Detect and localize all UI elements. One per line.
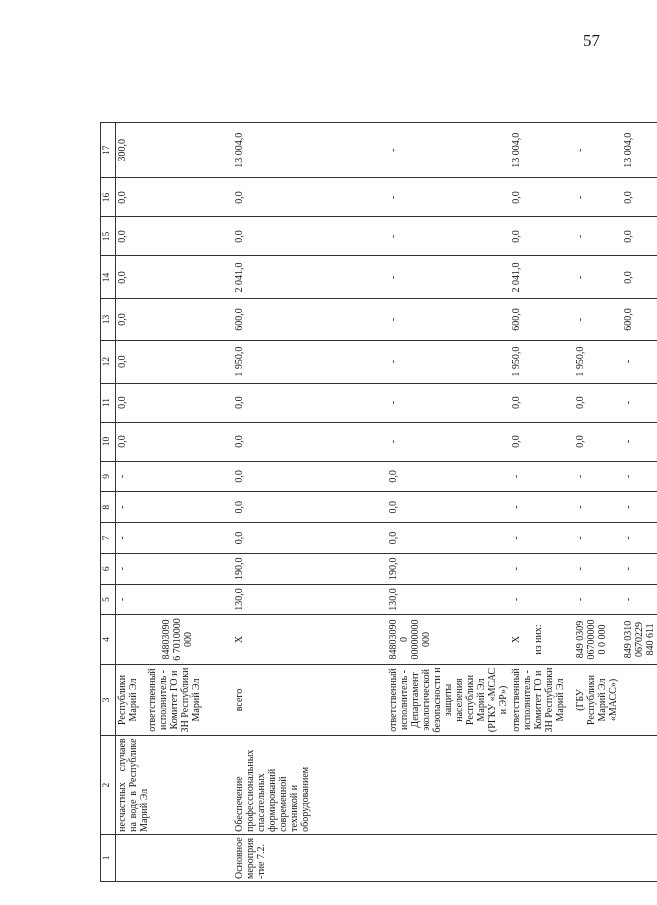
value-cell: 1 950,0: [510, 340, 574, 383]
value-cell: -: [387, 299, 510, 340]
value-cell: -: [622, 584, 657, 615]
header-cell: 10: [101, 422, 116, 461]
value-cell: -: [387, 422, 510, 461]
value-cell: 0,0: [574, 422, 622, 461]
value-cell: 0,0: [116, 340, 234, 383]
value-cell: 300,0: [116, 123, 234, 178]
value-cell: -: [116, 553, 234, 584]
activity-cell: [510, 834, 574, 881]
activity-name-cell: Обеспечение профессиональных спасательных формирований современной техникой и оборудованием: [233, 736, 387, 834]
header-cell: 9: [101, 461, 116, 492]
budget-code-text: 848030906 7010000 000: [161, 618, 194, 661]
value-cell: 0,0: [622, 256, 657, 299]
value-cell: 13 004,0: [622, 123, 657, 178]
value-cell: -: [622, 553, 657, 584]
activity-name-cell: [510, 736, 574, 834]
value-cell: 0,0: [233, 217, 387, 256]
value-cell: -: [116, 492, 234, 523]
table-row: [574, 123, 622, 882]
value-cell: 0,0: [574, 383, 622, 422]
value-cell: 0,0: [233, 422, 387, 461]
value-cell: -: [574, 299, 622, 340]
value-cell: -: [510, 492, 574, 523]
executor-cell: ответственный исполнитель - Департамент экологической безопасности и защиты населения Республики Марий Эл (РГКУ «МСАС и ЭР»): [387, 664, 510, 736]
value-cell: 0,0: [387, 523, 510, 554]
value-cell: 0,0: [510, 422, 574, 461]
budget-table: [100, 122, 657, 882]
value-cell: 130,0: [387, 584, 510, 615]
value-cell: 0,0: [116, 178, 234, 217]
value-cell: -: [387, 340, 510, 383]
value-cell: 0,0: [510, 383, 574, 422]
value-cell: 0,0: [116, 383, 234, 422]
activity-name-cell: [622, 736, 657, 834]
value-cell: 0,0: [116, 217, 234, 256]
value-cell: -: [116, 461, 234, 492]
value-cell: 0,0: [233, 492, 387, 523]
header-cell: 7: [101, 523, 116, 554]
value-cell: -: [574, 553, 622, 584]
budget-code-cell: 849 0310 0670229 840 611: [622, 615, 657, 664]
executor-cell: ответственный исполнитель - Комитет ГО и ЗН Республики Марий Эл: [510, 664, 574, 736]
budget-code-cell: 849 0309 067000000 0 000: [574, 615, 622, 664]
executor-cell: всего: [233, 664, 387, 736]
value-cell: -: [510, 553, 574, 584]
value-cell: 0,0: [387, 492, 510, 523]
value-cell: -: [574, 523, 622, 554]
activity-name-cell: [574, 736, 622, 834]
executor-text: Республики Марий Эл: [117, 674, 139, 726]
value-cell: -: [574, 217, 622, 256]
value-cell: -: [574, 123, 622, 178]
budget-code-text: X: [511, 635, 522, 644]
header-cell: 11: [101, 383, 116, 422]
value-cell: -: [574, 256, 622, 299]
value-cell: 600,0: [510, 299, 574, 340]
value-cell: 0,0: [387, 461, 510, 492]
executor-cell: [116, 664, 234, 736]
value-cell: 1 950,0: [233, 340, 387, 383]
value-cell: 0,0: [510, 178, 574, 217]
value-cell: 0,0: [233, 523, 387, 554]
table-row: [116, 123, 234, 882]
header-cell: 1: [101, 834, 116, 881]
value-cell: -: [387, 217, 510, 256]
activity-name-cell: несчастных случаев на воде в Республике Марий Эл: [116, 736, 234, 834]
header-cell: 17: [101, 123, 116, 178]
activity-cell: Основное мероприя-тие 7.2.: [233, 834, 387, 881]
value-cell: 2 041,0: [233, 256, 387, 299]
activity-cell: [387, 834, 510, 881]
value-cell: 0,0: [510, 217, 574, 256]
value-cell: 0,0: [233, 383, 387, 422]
value-cell: 2 041,0: [510, 256, 574, 299]
budget-code-cell: [510, 615, 574, 664]
value-cell: -: [116, 584, 234, 615]
value-cell: -: [510, 584, 574, 615]
value-cell: 13 004,0: [233, 123, 387, 178]
value-cell: 0,0: [233, 461, 387, 492]
activity-name-cell: [387, 736, 510, 834]
value-cell: -: [510, 461, 574, 492]
value-cell: 0,0: [622, 217, 657, 256]
page-number: 57: [583, 31, 600, 50]
value-cell: -: [622, 523, 657, 554]
value-cell: -: [116, 523, 234, 554]
header-cell: 8: [101, 492, 116, 523]
header-row: [101, 123, 116, 882]
value-cell: -: [622, 422, 657, 461]
value-cell: 0,0: [233, 178, 387, 217]
value-cell: -: [387, 256, 510, 299]
value-cell: 600,0: [233, 299, 387, 340]
value-cell: 1 950,0: [574, 340, 622, 383]
value-cell: -: [622, 461, 657, 492]
value-cell: 0,0: [116, 422, 234, 461]
budget-code-cell: X: [233, 615, 387, 664]
header-cell: 15: [101, 217, 116, 256]
table-row: [510, 123, 574, 882]
value-cell: 0,0: [116, 256, 234, 299]
executor-cell: [622, 664, 657, 736]
header-cell: 12: [101, 340, 116, 383]
value-cell: 600,0: [622, 299, 657, 340]
value-cell: 13 004,0: [510, 123, 574, 178]
budget-code-cell: 848030900 00000000 000: [387, 615, 510, 664]
value-cell: 130,0: [233, 584, 387, 615]
executor-text: ответственный исполнитель - Комитет ГО и ЗН Республики Марий Эл: [147, 667, 202, 733]
subitem-label: из них:: [533, 624, 544, 655]
value-cell: -: [622, 492, 657, 523]
header-cell: 13: [101, 299, 116, 340]
rotated-table-sheet: [100, 122, 656, 882]
executor-cell: (ГБУ Республики Марий Эл «МАСС»): [574, 664, 622, 736]
activity-cell: [574, 834, 622, 881]
header-cell: 16: [101, 178, 116, 217]
header-cell: 3: [101, 664, 116, 736]
value-cell: 0,0: [622, 178, 657, 217]
value-cell: -: [387, 383, 510, 422]
value-cell: -: [574, 461, 622, 492]
value-cell: 0,0: [116, 299, 234, 340]
value-cell: -: [510, 523, 574, 554]
activity-cell: [116, 834, 234, 881]
value-cell: -: [387, 123, 510, 178]
value-cell: -: [622, 383, 657, 422]
activity-cell: [622, 834, 657, 881]
value-cell: -: [622, 340, 657, 383]
value-cell: 190,0: [233, 553, 387, 584]
budget-code-cell: [116, 615, 234, 664]
header-cell: 5: [101, 584, 116, 615]
table-row: [622, 123, 657, 882]
value-cell: -: [574, 492, 622, 523]
value-cell: 190,0: [387, 553, 510, 584]
value-cell: -: [574, 178, 622, 217]
header-cell: 6: [101, 553, 116, 584]
header-cell: 14: [101, 256, 116, 299]
value-cell: -: [387, 178, 510, 217]
header-cell: 2: [101, 736, 116, 834]
table-row: [233, 123, 387, 882]
value-cell: -: [574, 584, 622, 615]
header-cell: 4: [101, 615, 116, 664]
table-row: [387, 123, 510, 882]
